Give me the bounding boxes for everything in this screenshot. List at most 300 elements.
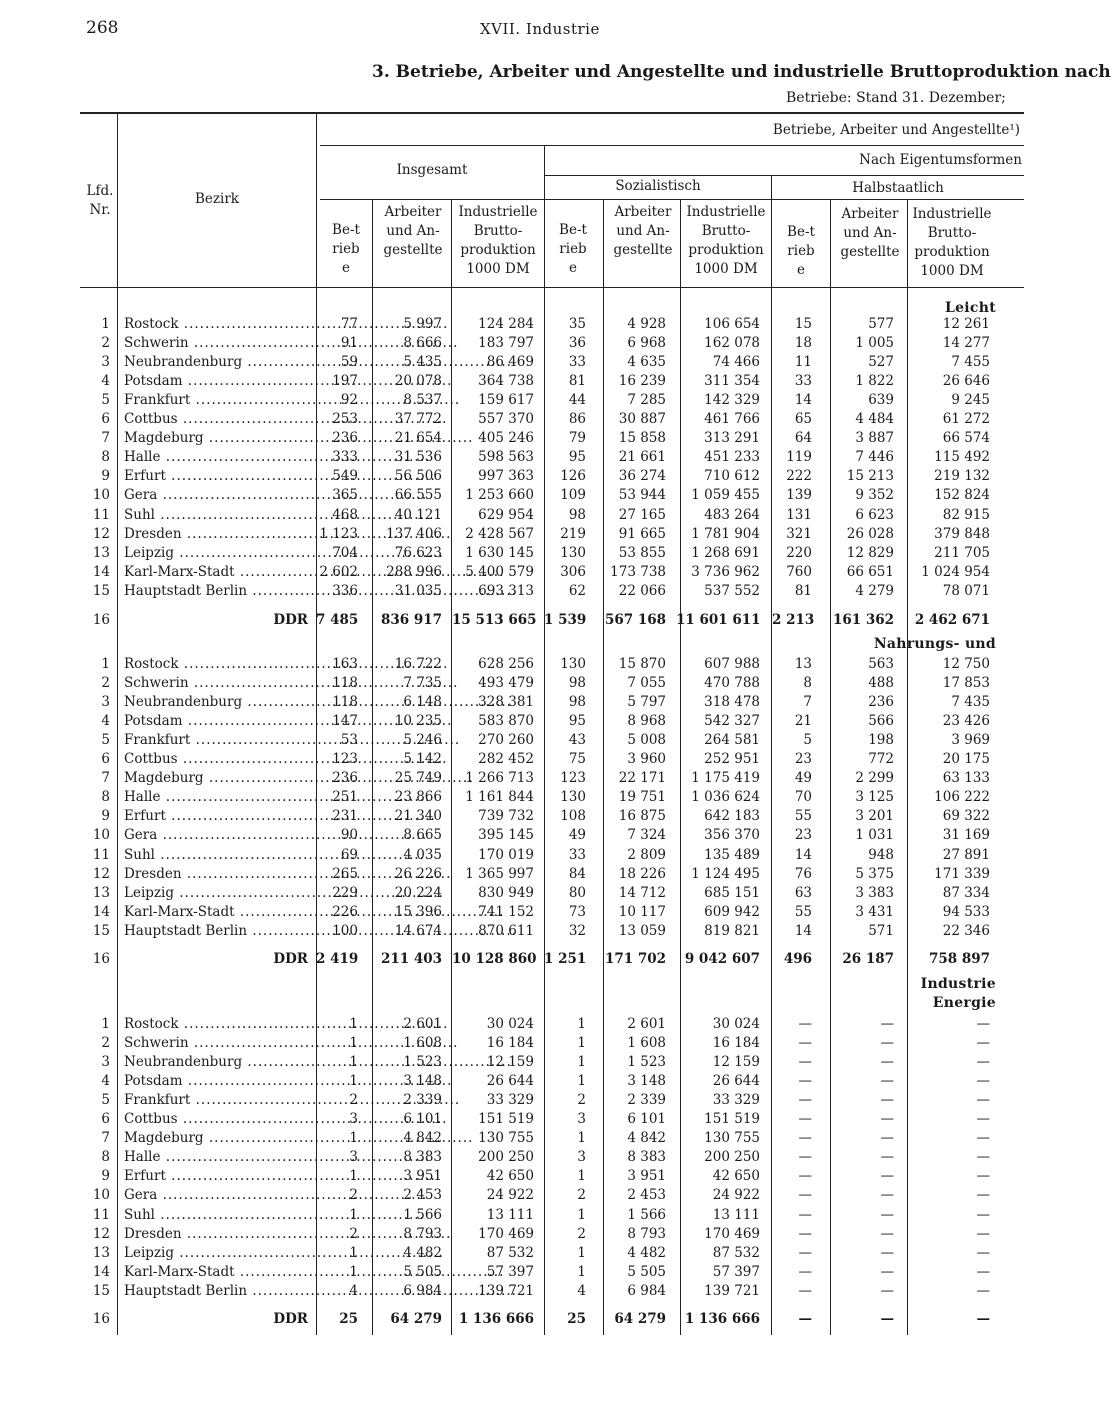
header-betriebe-3: Be-triebe xyxy=(787,224,815,278)
cell-value: — xyxy=(798,1226,812,1242)
cell-value: 159 617 xyxy=(478,392,534,408)
cell-value: 26 226 xyxy=(394,866,442,882)
cell-value: 4 484 xyxy=(855,411,894,427)
cell-value: 629 954 xyxy=(478,507,534,523)
cell-value: 15 858 xyxy=(618,430,666,446)
cell-value: 8 xyxy=(803,675,812,691)
bezirk-name: Neubrandenburg ..... xyxy=(124,1053,310,1072)
cell-value: 8 383 xyxy=(627,1149,666,1165)
cell-value: 15 513 665 xyxy=(452,612,537,628)
cell-value: 25 xyxy=(339,1311,358,1327)
cell-value: 16 875 xyxy=(618,808,666,824)
cell-value: 30 024 xyxy=(712,1016,760,1032)
bezirk-name: Rostock ..... xyxy=(124,1015,310,1034)
cell-value: 106 654 xyxy=(704,316,760,332)
cell-value: 147 xyxy=(332,713,358,729)
cell-value: 23 426 xyxy=(942,713,990,729)
cell-value: 496 xyxy=(783,951,812,967)
bezirk-name: Dresden ..... xyxy=(124,1225,310,1244)
cell-value: 65 xyxy=(794,411,812,427)
cell-value: 1 xyxy=(577,1168,586,1184)
cell-value: 2 453 xyxy=(403,1187,442,1203)
cell-value: — xyxy=(798,1264,812,1280)
total-label: DDR xyxy=(273,612,308,628)
table-row xyxy=(0,865,1024,884)
header-arbeiter-1: Arbeiter und An-gestellte xyxy=(383,204,443,258)
cell-value: 1 161 844 xyxy=(465,789,534,805)
header-betriebe-2: Be-triebe xyxy=(559,222,587,276)
cell-value: — xyxy=(880,1035,894,1051)
row-number: 16 xyxy=(92,612,110,628)
cell-value: 11 601 611 xyxy=(676,612,761,628)
row-number: 4 xyxy=(101,713,110,729)
cell-value: — xyxy=(798,1130,812,1146)
cell-value: 9 245 xyxy=(951,392,990,408)
cell-value: 566 xyxy=(868,713,894,729)
cell-value: 4 842 xyxy=(403,1130,442,1146)
table-row xyxy=(0,353,1024,372)
cell-value: 461 766 xyxy=(704,411,760,427)
cell-value: 23 xyxy=(794,751,812,767)
cell-value: 173 738 xyxy=(610,564,666,580)
row-number: 5 xyxy=(101,732,110,748)
cell-value: 4 035 xyxy=(403,847,442,863)
cell-value: 106 222 xyxy=(934,789,990,805)
cell-value: 69 xyxy=(340,847,358,863)
cell-value: 55 xyxy=(794,808,812,824)
cell-value: 200 250 xyxy=(478,1149,534,1165)
cell-value: 59 xyxy=(340,354,358,370)
cell-value: 583 870 xyxy=(478,713,534,729)
cell-value: 836 917 xyxy=(380,612,442,628)
cell-value: 231 xyxy=(332,808,358,824)
row-number: 1 xyxy=(101,316,110,332)
cell-value: 22 171 xyxy=(618,770,666,786)
cell-value: 1 251 xyxy=(544,951,587,967)
cell-value: 14 xyxy=(794,847,812,863)
cell-value: 1 xyxy=(349,1264,358,1280)
cell-value: — xyxy=(976,1168,990,1184)
cell-value: 130 xyxy=(560,656,586,672)
cell-value: 15 396 xyxy=(394,904,442,920)
cell-value: 1 136 666 xyxy=(684,1311,760,1327)
cell-value: 21 654 xyxy=(394,430,442,446)
cell-value: 92 xyxy=(340,392,358,408)
bezirk-name: Neubrandenburg ..... xyxy=(124,353,310,372)
cell-value: 1 xyxy=(577,1264,586,1280)
cell-value: 183 797 xyxy=(478,335,534,351)
cell-value: 2 xyxy=(577,1092,586,1108)
cell-value: 265 xyxy=(332,866,358,882)
cell-value: 5 400 579 xyxy=(465,564,534,580)
bezirk-name: Halle ..... xyxy=(124,1148,310,1167)
table-row xyxy=(0,544,1024,563)
cell-value: 772 xyxy=(868,751,894,767)
cell-value: 80 xyxy=(568,885,586,901)
cell-value: — xyxy=(880,1283,894,1299)
row-number: 4 xyxy=(101,1073,110,1089)
cell-value: 236 xyxy=(868,694,894,710)
row-number: 6 xyxy=(101,411,110,427)
cell-value: 44 xyxy=(568,392,586,408)
cell-value: 42 650 xyxy=(712,1168,760,1184)
cell-value: 609 942 xyxy=(704,904,760,920)
cell-value: 152 824 xyxy=(934,487,990,503)
row-number: 9 xyxy=(101,1168,110,1184)
cell-value: 4 xyxy=(349,1283,358,1299)
cell-value: 1 xyxy=(349,1054,358,1070)
cell-value: 6 101 xyxy=(627,1111,666,1127)
cell-value: 19 751 xyxy=(618,789,666,805)
cell-value: 81 xyxy=(794,583,812,599)
cell-value: 64 279 xyxy=(390,1311,442,1327)
cell-value: 31 536 xyxy=(394,449,442,465)
section-label: Nahrungs- und xyxy=(873,636,996,652)
cell-value: 12 159 xyxy=(486,1054,534,1070)
cell-value: 20 224 xyxy=(394,885,442,901)
row-number: 2 xyxy=(101,675,110,691)
cell-value: 1 136 666 xyxy=(458,1311,534,1327)
cell-value: 49 xyxy=(794,770,812,786)
cell-value: 84 xyxy=(568,866,586,882)
cell-value: 328 381 xyxy=(478,694,534,710)
bezirk-name: Gera ..... xyxy=(124,486,310,505)
table-row xyxy=(0,922,1024,941)
cell-value: 8 537 xyxy=(403,392,442,408)
cell-value: 1 175 419 xyxy=(691,770,760,786)
cell-value: 3 125 xyxy=(855,789,894,805)
cell-value: 95 xyxy=(568,449,586,465)
cell-value: — xyxy=(880,1016,894,1032)
cell-value: 23 866 xyxy=(394,789,442,805)
cell-value: 1 024 954 xyxy=(921,564,990,580)
bezirk-name: Leipzig ..... xyxy=(124,544,310,563)
cell-value: 86 xyxy=(568,411,586,427)
bezirk-name: Neubrandenburg ..... xyxy=(124,693,310,712)
cell-value: — xyxy=(880,1168,894,1184)
cell-value: 1 566 xyxy=(403,1207,442,1223)
table-row xyxy=(0,486,1024,505)
cell-value: 3 xyxy=(349,1111,358,1127)
cell-value: — xyxy=(798,1311,812,1327)
bezirk-name: Erfurt ..... xyxy=(124,807,310,826)
cell-value: 2 809 xyxy=(627,847,666,863)
table-row xyxy=(0,525,1024,544)
cell-value: 119 xyxy=(786,449,812,465)
cell-value: — xyxy=(880,1149,894,1165)
cell-value: — xyxy=(976,1035,990,1051)
cell-value: 21 340 xyxy=(394,808,442,824)
cell-value: 1 608 xyxy=(403,1035,442,1051)
cell-value: — xyxy=(976,1283,990,1299)
cell-value: 4 279 xyxy=(855,583,894,599)
cell-value: 4 635 xyxy=(627,354,666,370)
cell-value: 3 887 xyxy=(855,430,894,446)
cell-value: 1 608 xyxy=(627,1035,666,1051)
cell-value: 163 xyxy=(332,656,358,672)
table-row xyxy=(0,391,1024,410)
cell-value: — xyxy=(798,1073,812,1089)
cell-value: — xyxy=(976,1187,990,1203)
cell-value: 1 xyxy=(349,1016,358,1032)
bezirk-name: Erfurt ..... xyxy=(124,1167,310,1186)
table-row xyxy=(0,1263,1024,1282)
cell-value: 151 519 xyxy=(478,1111,534,1127)
cell-value: 6 101 xyxy=(403,1111,442,1127)
cell-value: 24 922 xyxy=(486,1187,534,1203)
table-row xyxy=(0,712,1024,731)
table-row xyxy=(0,807,1024,826)
cell-value: 3 431 xyxy=(855,904,894,920)
bezirk-name: Potsdam ..... xyxy=(124,372,310,391)
cell-value: 6 984 xyxy=(403,1283,442,1299)
cell-value: 251 xyxy=(332,789,358,805)
cell-value: — xyxy=(880,1054,894,1070)
row-number: 13 xyxy=(92,545,110,561)
bezirk-name: Dresden ..... xyxy=(124,525,310,544)
cell-value: 7 435 xyxy=(951,694,990,710)
section-label: Leicht xyxy=(944,300,996,316)
cell-value: 13 xyxy=(794,656,812,672)
cell-value: 130 755 xyxy=(704,1130,760,1146)
bezirk-name: Suhl ..... xyxy=(124,506,310,525)
cell-value: 3 148 xyxy=(627,1073,666,1089)
cell-value: 2 xyxy=(349,1187,358,1203)
cell-value: 12 261 xyxy=(942,316,990,332)
cell-value: 2 601 xyxy=(403,1016,442,1032)
cell-value: 36 xyxy=(568,335,586,351)
cell-value: 12 829 xyxy=(846,545,894,561)
cell-value: 288 996 xyxy=(386,564,442,580)
cell-value: 760 xyxy=(786,564,812,580)
cell-value: 98 xyxy=(568,507,586,523)
cell-value: — xyxy=(880,1264,894,1280)
cell-value: 70 xyxy=(794,789,812,805)
table-row xyxy=(0,884,1024,903)
cell-value: 137 406 xyxy=(386,526,442,542)
cell-value: 87 532 xyxy=(712,1245,760,1261)
cell-value: 6 148 xyxy=(403,694,442,710)
cell-value: 628 256 xyxy=(478,656,534,672)
cell-value: — xyxy=(880,1226,894,1242)
row-number: 12 xyxy=(92,1226,110,1242)
cell-value: 91 xyxy=(340,335,358,351)
table-row xyxy=(0,372,1024,391)
row-number: 5 xyxy=(101,392,110,408)
cell-value: 14 674 xyxy=(394,923,442,939)
cell-value: 1 123 xyxy=(319,526,358,542)
cell-value: 135 489 xyxy=(704,847,760,863)
cell-value: 198 xyxy=(868,732,894,748)
cell-value: — xyxy=(880,1245,894,1261)
cell-value: 197 xyxy=(332,373,358,389)
cell-value: 2 xyxy=(577,1187,586,1203)
cell-value: — xyxy=(880,1092,894,1108)
row-number: 7 xyxy=(101,1130,110,1146)
cell-value: 253 xyxy=(332,411,358,427)
cell-value: 1 253 660 xyxy=(465,487,534,503)
cell-value: 3 383 xyxy=(855,885,894,901)
bezirk-name: Hauptstadt Berlin ..... xyxy=(124,922,310,941)
cell-value: 139 721 xyxy=(704,1283,760,1299)
row-number: 15 xyxy=(92,583,110,599)
header-eigentum: Nach Eigentumsformen xyxy=(859,152,1022,168)
cell-value: 220 xyxy=(786,545,812,561)
cell-value: 211 403 xyxy=(380,951,442,967)
cell-value: 264 581 xyxy=(704,732,760,748)
header-insgesamt: Insgesamt xyxy=(396,162,468,178)
cell-value: 1 xyxy=(577,1016,586,1032)
cell-value: 252 951 xyxy=(704,751,760,767)
table-row xyxy=(0,1053,1024,1072)
cell-value: 15 213 xyxy=(846,468,894,484)
cell-value: 336 xyxy=(332,583,358,599)
cell-value: — xyxy=(976,1092,990,1108)
row-number: 9 xyxy=(101,468,110,484)
bezirk-name: Gera ..... xyxy=(124,826,310,845)
cell-value: 6 984 xyxy=(627,1283,666,1299)
cell-value: 1 005 xyxy=(855,335,894,351)
cell-value: 5 997 xyxy=(403,316,442,332)
cell-value: 171 702 xyxy=(604,951,666,967)
cell-value: 567 168 xyxy=(604,612,666,628)
cell-value: 306 xyxy=(560,564,586,580)
cell-value: 3 736 962 xyxy=(691,564,760,580)
cell-value: — xyxy=(798,1168,812,1184)
cell-value: 16 239 xyxy=(618,373,666,389)
cell-value: 1 xyxy=(577,1207,586,1223)
row-number: 7 xyxy=(101,430,110,446)
header-lfd-nr: Lfd. Nr. xyxy=(86,183,114,218)
bezirk-name: Leipzig ..... xyxy=(124,884,310,903)
cell-value: 571 xyxy=(868,923,894,939)
cell-value: 35 xyxy=(568,316,586,332)
bezirk-name: Halle ..... xyxy=(124,788,310,807)
cell-value: 236 xyxy=(332,430,358,446)
table-row xyxy=(0,769,1024,788)
cell-value: 2 428 567 xyxy=(465,526,534,542)
cell-value: 8 665 xyxy=(403,827,442,843)
cell-value: 5 797 xyxy=(627,694,666,710)
cell-value: 61 272 xyxy=(942,411,990,427)
cell-value: 64 xyxy=(794,430,812,446)
cell-value: — xyxy=(880,1207,894,1223)
cell-value: 130 xyxy=(560,545,586,561)
cell-value: 10 117 xyxy=(618,904,666,920)
header-bezirk: Bezirk xyxy=(195,191,239,207)
cell-value: 1 630 145 xyxy=(465,545,534,561)
table-row xyxy=(0,582,1024,601)
cell-value: 1 523 xyxy=(403,1054,442,1070)
cell-value: — xyxy=(798,1035,812,1051)
bezirk-name: Frankfurt ..... xyxy=(124,1091,310,1110)
cell-value: 8 793 xyxy=(627,1226,666,1242)
cell-value: — xyxy=(976,1149,990,1165)
cell-value: 1 xyxy=(577,1054,586,1070)
cell-value: 1 xyxy=(349,1130,358,1146)
table-row xyxy=(0,563,1024,582)
cell-value: 13 059 xyxy=(618,923,666,939)
header-arbeiter-2: Arbeiter und An-gestellte xyxy=(613,204,673,258)
cell-value: 219 xyxy=(560,526,586,542)
cell-value: 77 xyxy=(340,316,358,332)
cell-value: 66 651 xyxy=(846,564,894,580)
cell-value: 18 xyxy=(794,335,812,351)
table-row xyxy=(0,1091,1024,1110)
cell-value: 76 xyxy=(794,866,812,882)
row-number: 4 xyxy=(101,373,110,389)
cell-value: 5 505 xyxy=(403,1264,442,1280)
cell-value: 1 036 624 xyxy=(691,789,760,805)
cell-value: 211 705 xyxy=(934,545,990,561)
cell-value: 557 370 xyxy=(478,411,534,427)
cell-value: 313 291 xyxy=(704,430,760,446)
cell-value: 130 xyxy=(560,789,586,805)
table-row xyxy=(0,315,1024,334)
bezirk-name: Hauptstadt Berlin ..... xyxy=(124,1282,310,1301)
row-number: 16 xyxy=(92,1311,110,1327)
cell-value: 1 xyxy=(349,1073,358,1089)
cell-value: 1 xyxy=(577,1035,586,1051)
header-produktion-1: Industrielle Brutto-produktion 1000 DM xyxy=(458,204,538,277)
cell-value: 15 870 xyxy=(618,656,666,672)
row-number: 15 xyxy=(92,923,110,939)
cell-value: 17 853 xyxy=(942,675,990,691)
cell-value: 451 233 xyxy=(704,449,760,465)
cell-value: 142 329 xyxy=(704,392,760,408)
cell-value: 62 xyxy=(568,583,586,599)
table-row xyxy=(0,506,1024,525)
cell-value: 527 xyxy=(868,354,894,370)
cell-value: 2 339 xyxy=(627,1092,666,1108)
cell-value: 1 266 713 xyxy=(465,770,534,786)
cell-value: 33 329 xyxy=(486,1092,534,1108)
cell-value: 66 574 xyxy=(942,430,990,446)
table-row xyxy=(0,1225,1024,1244)
cell-value: — xyxy=(880,1187,894,1203)
cell-value: 4 xyxy=(577,1283,586,1299)
cell-value: 171 339 xyxy=(934,866,990,882)
cell-value: 5 142 xyxy=(403,751,442,767)
bezirk-name: Rostock ..... xyxy=(124,315,310,334)
row-number: 1 xyxy=(101,1016,110,1032)
cell-value: 20 078 xyxy=(394,373,442,389)
row-number: 10 xyxy=(92,827,110,843)
cell-value: 91 665 xyxy=(618,526,666,542)
cell-value: 5 xyxy=(803,732,812,748)
cell-value: 222 xyxy=(786,468,812,484)
row-number: 1 xyxy=(101,656,110,672)
cell-value: — xyxy=(976,1054,990,1070)
table-row xyxy=(0,429,1024,448)
cell-value: 2 601 xyxy=(627,1016,666,1032)
bezirk-name: Magdeburg ..... xyxy=(124,1129,310,1148)
cell-value: 13 111 xyxy=(486,1207,534,1223)
cell-value: 95 xyxy=(568,713,586,729)
cell-value: 98 xyxy=(568,675,586,691)
bezirk-name: Leipzig ..... xyxy=(124,1244,310,1263)
row-number: 16 xyxy=(92,951,110,967)
cell-value: 25 749 xyxy=(394,770,442,786)
cell-value: 139 xyxy=(786,487,812,503)
cell-value: 151 519 xyxy=(704,1111,760,1127)
cell-value: 7 324 xyxy=(627,827,666,843)
cell-value: 6 623 xyxy=(855,507,894,523)
cell-value: 98 xyxy=(568,694,586,710)
cell-value: — xyxy=(798,1245,812,1261)
cell-value: 43 xyxy=(568,732,586,748)
cell-value: 31 035 xyxy=(394,583,442,599)
